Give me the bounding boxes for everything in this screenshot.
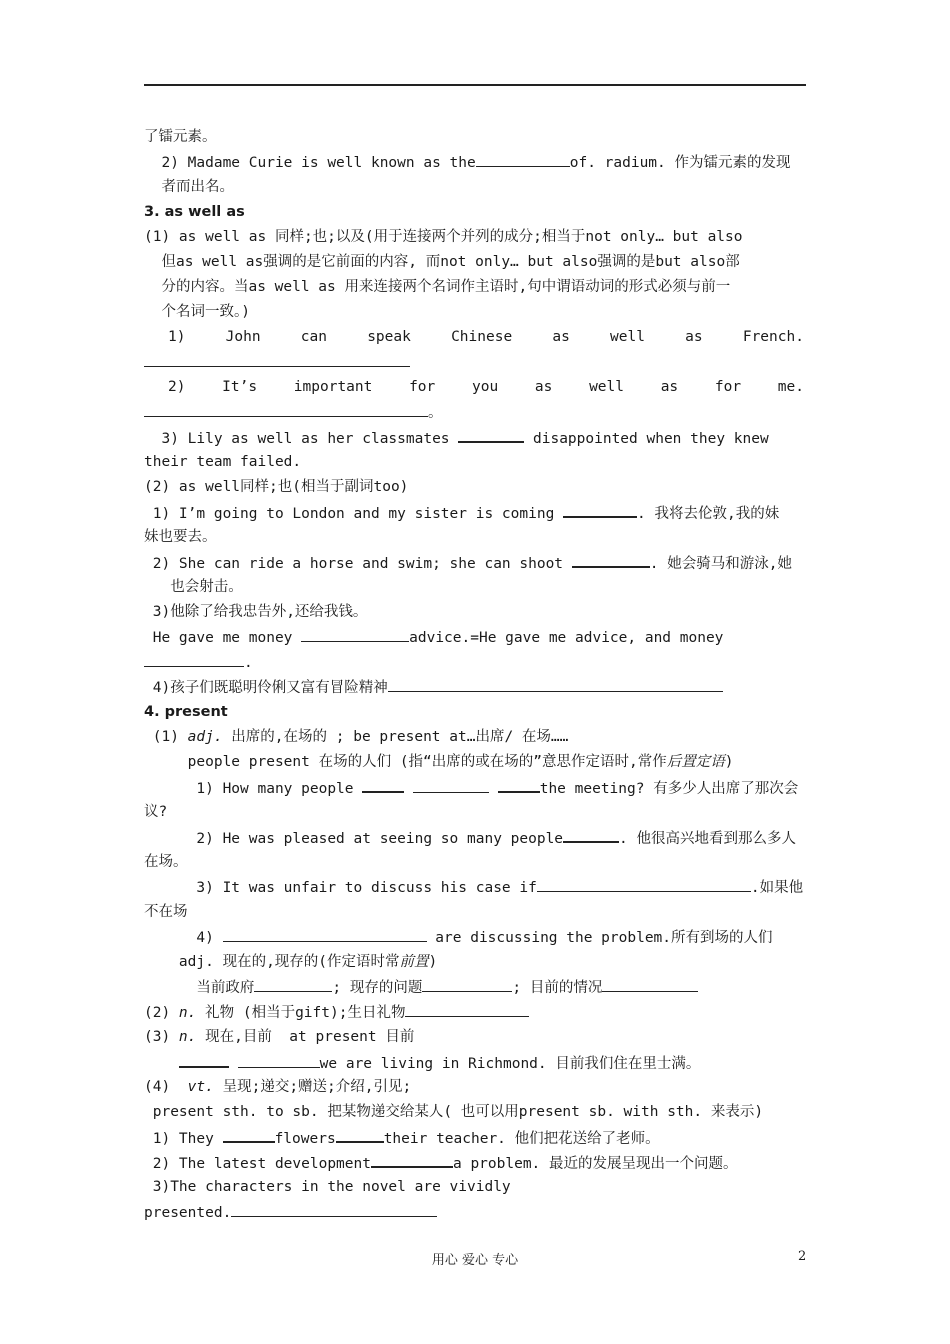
blank xyxy=(371,1152,453,1168)
blank xyxy=(413,778,489,793)
example-sentence: 1) John can speak Chinese as well as French. xyxy=(168,329,804,345)
line: (1) as well as 同样;也;以及(用于连接两个并列的成分;相当于not only… but also xyxy=(144,229,743,245)
line: 在场。 xyxy=(144,854,188,870)
example-sentence: 2) It’s important for you as well as for me. xyxy=(168,379,804,395)
line: 1) I’m going to London and my sister is coming . 我将去伦敦,我的妹 xyxy=(144,502,779,524)
line: 3)他除了给我忠告外,还给我钱。 xyxy=(144,604,368,620)
blank xyxy=(498,777,540,793)
line: their team failed. xyxy=(144,454,302,470)
line: 妹也要去。 xyxy=(144,529,217,545)
line: 4) are discussing the problem.所有到场的人们 xyxy=(144,927,773,948)
blank xyxy=(572,552,650,568)
line: 了镭元素。 xyxy=(144,129,217,145)
line: we are living in Richmond. 目前我们住在里士满。 xyxy=(144,1052,700,1074)
line: adj. 现在的,现存的(作定语时常前置) xyxy=(144,954,438,970)
line: 个名词一致。) xyxy=(144,304,250,320)
blank xyxy=(179,1052,229,1068)
page-number: 2 xyxy=(798,1249,807,1264)
blank xyxy=(301,627,409,642)
blank xyxy=(563,502,637,518)
line: 1) They flowers their teacher. 他们把花送给了老师。 xyxy=(144,1127,660,1149)
blank xyxy=(144,402,428,417)
line: He gave me money advice.=He gave me advice, and money xyxy=(144,627,723,648)
page-footer: 用心 爱心 专心 xyxy=(431,1253,519,1268)
blank xyxy=(405,1002,529,1017)
line: (1) adj. 出席的,在场的 ; be present at…出席/ 在场…… xyxy=(144,729,569,745)
line: (2) as well同样;也(相当于副词too) xyxy=(144,479,409,495)
line: 3) Lily as well as her classmates disappointed when they knew xyxy=(144,427,769,449)
blank xyxy=(238,1053,320,1068)
line: present sth. to sb. 把某物递交给某人( 也可以用present sb. with sth. 来表示) xyxy=(144,1104,764,1120)
line: 1) How many people the meeting? 有多少人出席了那次会 xyxy=(144,777,798,799)
line: 2) He was pleased at seeing so many people . 他很高兴地看到那么多人 xyxy=(144,827,796,849)
line xyxy=(144,352,410,373)
section-heading: 3. as well as xyxy=(144,204,245,220)
line: 当前政府 ; 现存的问题 ; 目前的情况 xyxy=(144,977,698,998)
line: . xyxy=(144,652,253,673)
line: 分的内容。当as well as 用来连接两个名词作主语时,句中谓语动词的形式必须与前一 xyxy=(144,279,731,295)
blank xyxy=(422,977,512,992)
line: 2) Madame Curie is well known as the of. radium. 作为镭元素的发现 xyxy=(144,152,791,173)
blank xyxy=(476,152,570,167)
blank xyxy=(254,977,332,992)
blank xyxy=(231,1202,437,1217)
blank xyxy=(223,927,427,942)
line: presented. xyxy=(144,1202,437,1223)
line: 。 xyxy=(144,402,443,423)
blank xyxy=(223,1127,275,1143)
line: 者而出名。 xyxy=(144,179,234,195)
line: (3) n. 现在,目前 at present 目前 xyxy=(144,1029,415,1045)
blank xyxy=(362,777,404,793)
blank xyxy=(336,1127,384,1143)
line: people present 在场的人们 (指“出席的或在场的”意思作定语时,常作后置定语) xyxy=(144,754,734,770)
line: 但as well as强调的是它前面的内容, 而not only… but also强调的是but also部 xyxy=(144,254,740,270)
blank xyxy=(563,827,619,843)
line: 2) The latest development a problem. 最近的发展呈现出一个问题。 xyxy=(144,1152,738,1174)
blank xyxy=(602,977,698,992)
line: 2) She can ride a horse and swim; she can shoot . 她会骑马和游泳,她 xyxy=(144,552,792,574)
line: (4) vt. 呈现;递交;赠送;介绍,引见; xyxy=(144,1079,412,1095)
blank xyxy=(388,677,723,692)
line: 议? xyxy=(144,804,168,820)
line: 4)孩子们既聪明伶俐又富有冒险精神 xyxy=(144,677,723,698)
line: 不在场 xyxy=(144,904,188,920)
section-heading: 4. present xyxy=(144,704,228,720)
line: 3)The characters in the novel are vividly xyxy=(144,1179,511,1195)
blank xyxy=(537,877,751,892)
line: (2) n. 礼物 (相当于gift);生日礼物 xyxy=(144,1002,529,1023)
line: 3) It was unfair to discuss his case if .如果他 xyxy=(144,877,803,898)
header-rule xyxy=(144,84,806,86)
line: 也会射击。 xyxy=(144,579,243,595)
blank xyxy=(458,427,524,443)
blank xyxy=(144,352,410,367)
blank xyxy=(144,652,244,667)
